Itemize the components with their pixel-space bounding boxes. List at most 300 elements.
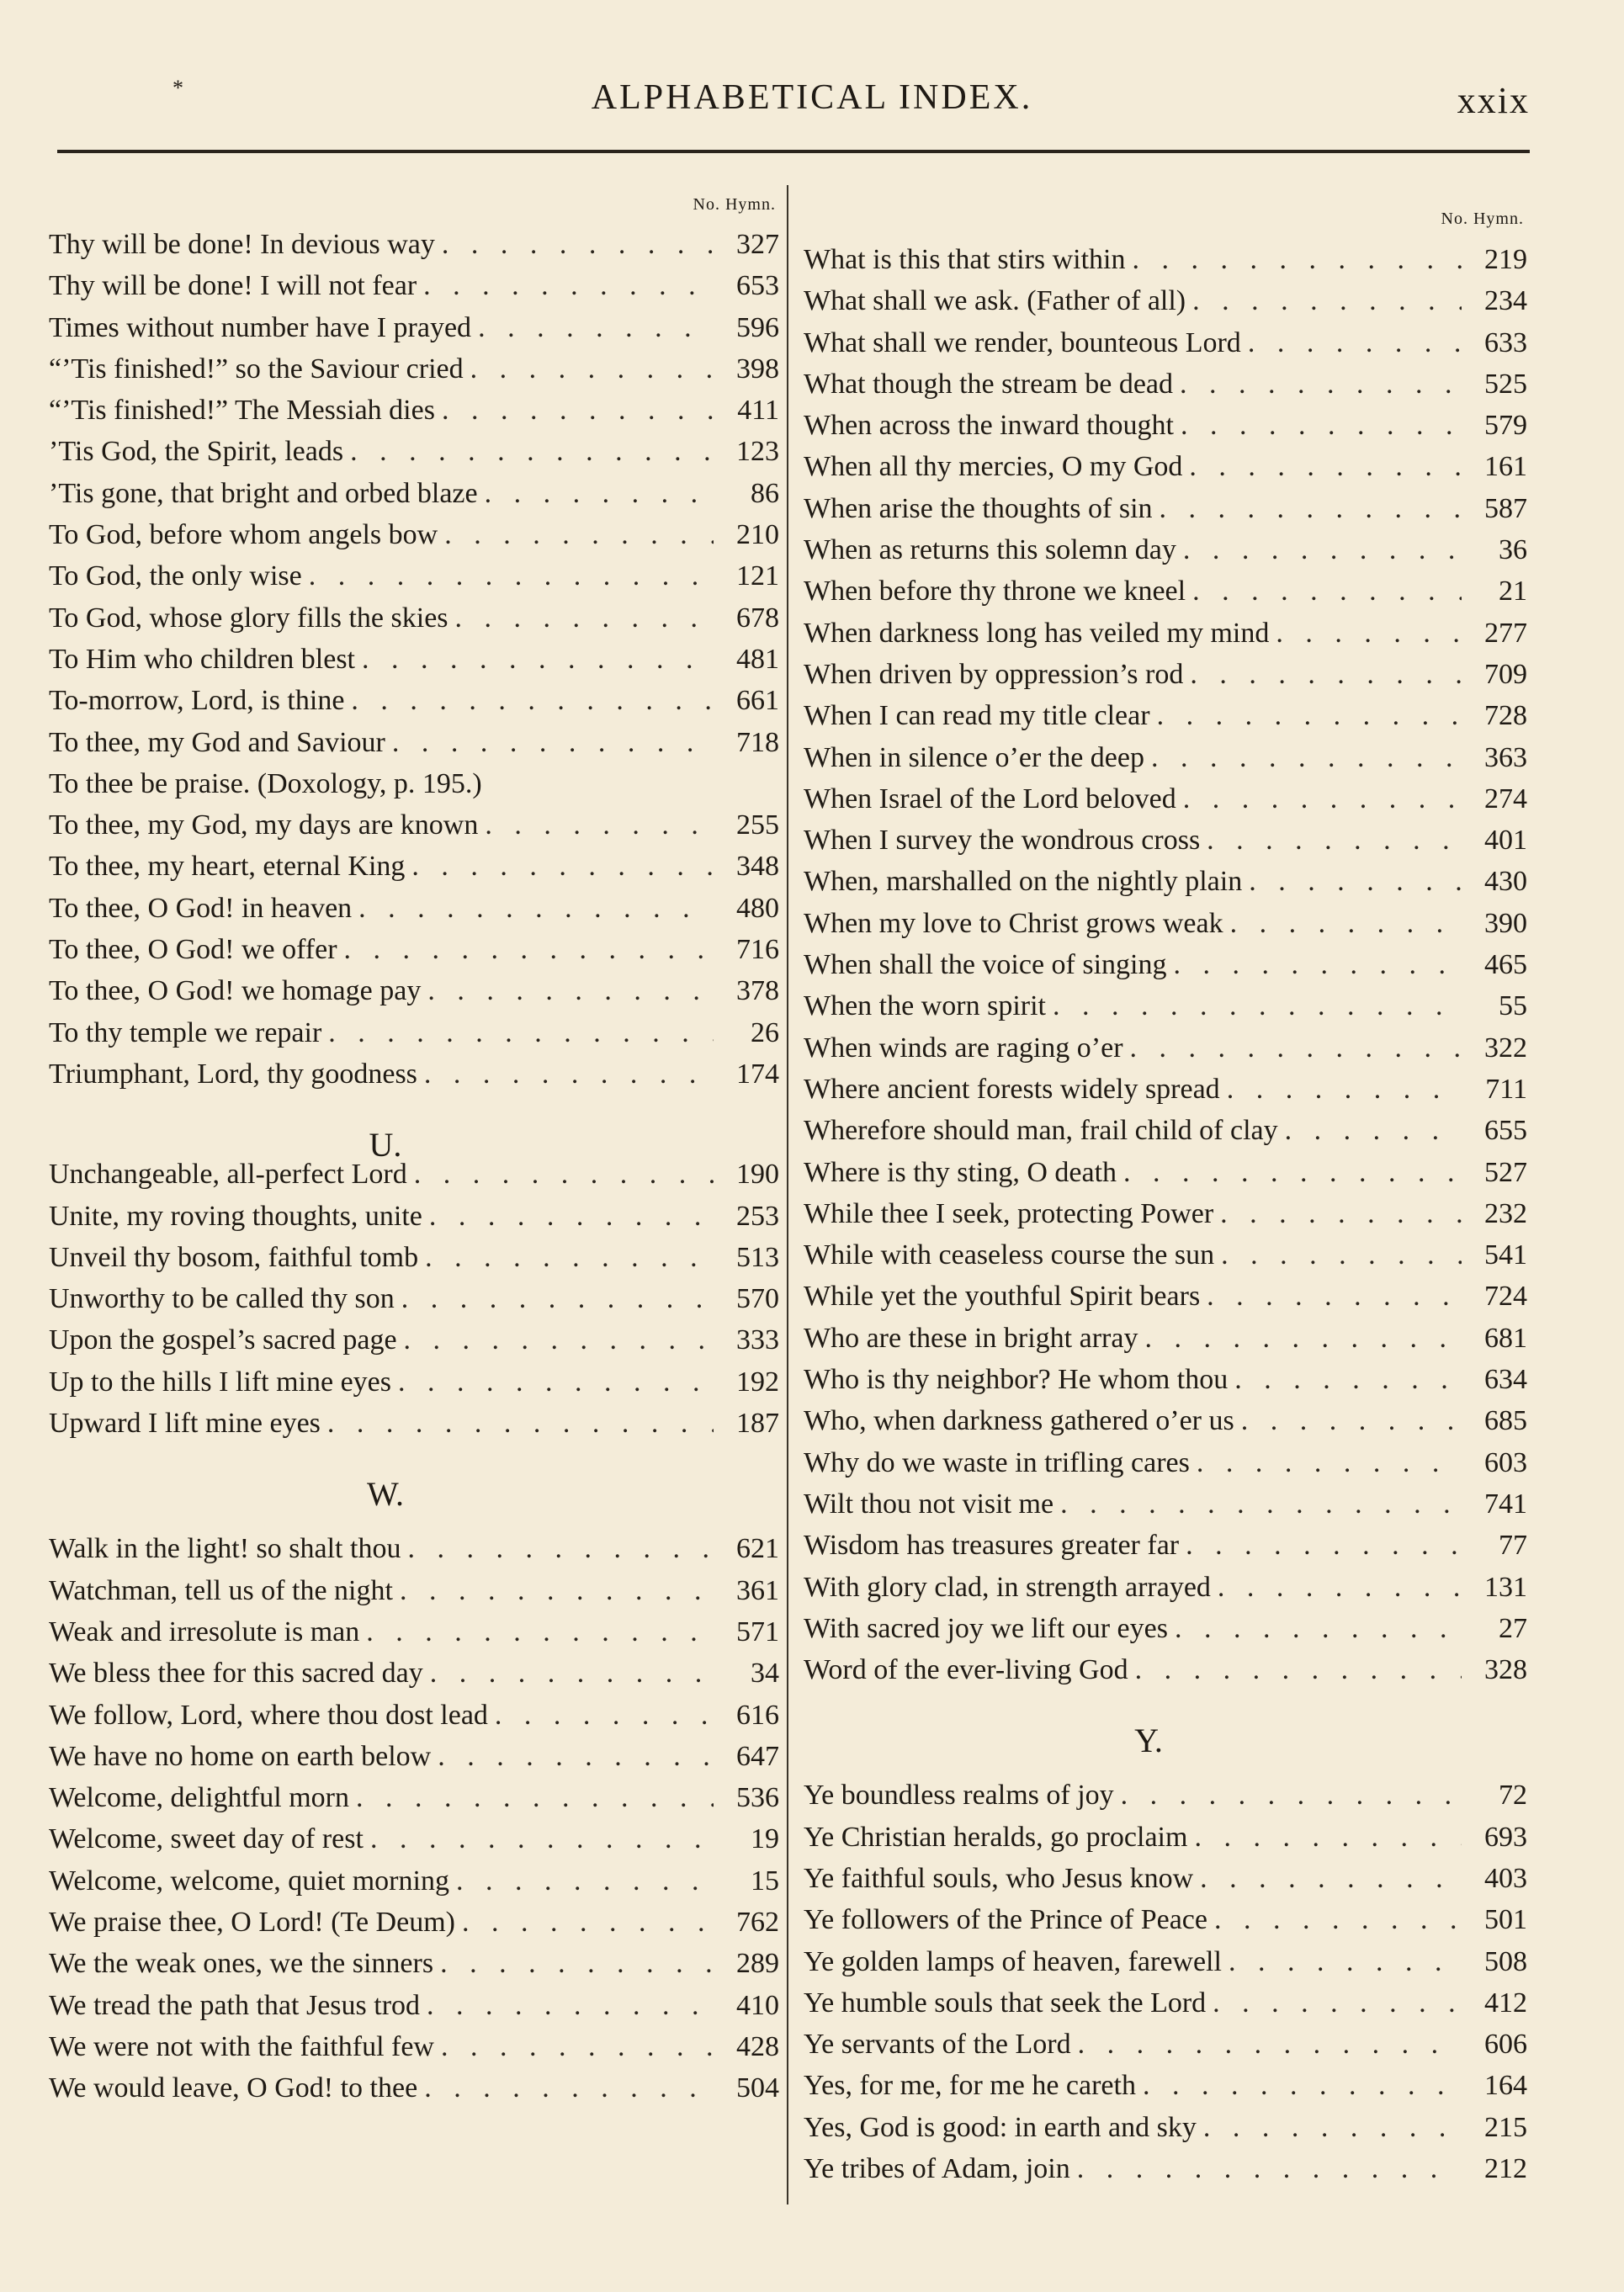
dot-leader — [1194, 1817, 1462, 1858]
dot-leader — [485, 473, 714, 514]
index-entry — [804, 1152, 1527, 1193]
hymn-number: 513 — [736, 1241, 779, 1273]
index-entry — [804, 985, 1527, 1027]
hymn-first-line: What shall we render, bounteous Lord — [804, 326, 1241, 358]
hymn-number: 36 — [1499, 534, 1527, 566]
dot-leader — [1183, 529, 1462, 570]
hymn-number: 361 — [736, 1574, 779, 1606]
dot-leader — [455, 597, 714, 639]
hymn-number: 579 — [1484, 410, 1527, 442]
dot-leader — [423, 265, 714, 306]
hymn-number: 634 — [1484, 1364, 1527, 1396]
hymn-number: 653 — [736, 270, 779, 302]
dot-leader — [1192, 280, 1462, 321]
section-heading-y: Y. — [1134, 1722, 1163, 1760]
index-entry — [804, 1359, 1527, 1400]
hymn-first-line: When I can read my title clear — [804, 700, 1150, 732]
dot-leader — [1174, 944, 1462, 985]
hymn-number: 255 — [736, 809, 779, 841]
hymn-first-line: We tread the path that Jesus trod — [49, 1989, 421, 2021]
hymn-first-line: When Israel of the Lord beloved — [804, 783, 1176, 814]
hymn-number: 378 — [736, 975, 779, 1007]
hymn-number: 289 — [736, 1948, 779, 1980]
hymn-number: 131 — [1484, 1571, 1527, 1603]
hymn-number: 401 — [1484, 825, 1527, 857]
index-entry — [49, 846, 779, 887]
index-entry — [804, 613, 1527, 654]
hymn-first-line: To God, before whom angels bow — [49, 519, 438, 551]
index-entry — [49, 514, 779, 555]
dot-leader — [442, 224, 714, 265]
right-column — [804, 185, 1527, 2189]
hymn-number: 15 — [751, 1865, 779, 1897]
index-entry — [49, 1653, 779, 1694]
index-entry — [804, 1775, 1527, 1816]
index-entry — [804, 1858, 1527, 1899]
dot-leader — [1186, 1525, 1462, 1566]
dot-leader — [1276, 613, 1462, 654]
hymn-number: 621 — [736, 1533, 779, 1565]
dot-leader — [392, 722, 714, 763]
dot-leader — [1060, 1483, 1462, 1525]
dot-leader — [1144, 1318, 1462, 1359]
dot-leader — [1207, 1276, 1462, 1317]
hymn-number: 724 — [1484, 1281, 1527, 1313]
hymn-number: 187 — [736, 1408, 779, 1440]
hymn-first-line: Wisdom has treasures greater far — [804, 1530, 1180, 1562]
hymn-first-line: Who is thy neighbor? He whom thou — [804, 1364, 1229, 1396]
index-entry — [49, 1943, 779, 1984]
hymn-number: 190 — [736, 1159, 779, 1191]
hymn-first-line: Upon the gospel’s sacred page — [49, 1324, 397, 1356]
index-entry — [49, 763, 779, 804]
section-u — [49, 1154, 779, 1444]
hymn-first-line: When as returns this solemn day — [804, 534, 1176, 566]
index-entry — [804, 695, 1527, 736]
dot-leader — [398, 1361, 714, 1403]
index-entry — [49, 1611, 779, 1653]
hymn-number: 123 — [736, 436, 779, 468]
dot-leader — [495, 1695, 714, 1736]
hymn-first-line: What shall we ask. (Father of all) — [804, 285, 1186, 317]
dot-leader — [1078, 2024, 1462, 2065]
dot-leader — [1249, 861, 1462, 902]
index-entry — [49, 888, 779, 929]
hymn-number: 571 — [736, 1616, 779, 1647]
index-entry — [804, 280, 1527, 321]
index-entry — [49, 473, 779, 514]
hymn-first-line: Watchman, tell us of the night — [49, 1574, 393, 1606]
index-entry — [804, 1110, 1527, 1151]
index-entry — [49, 307, 779, 348]
hymn-number: 504 — [736, 2072, 779, 2104]
hymn-first-line: Unworthy to be called thy son — [49, 1283, 395, 1315]
hymn-first-line: We the weak ones, we the sinners — [49, 1948, 434, 1980]
hymn-number: 398 — [736, 353, 779, 385]
dot-leader — [407, 1528, 714, 1569]
hymn-number: 681 — [1484, 1322, 1527, 1354]
dot-leader — [440, 1943, 714, 1984]
hymn-number: 655 — [1484, 1115, 1527, 1147]
hymn-first-line: When driven by oppression’s rod — [804, 658, 1184, 690]
index-entry — [804, 363, 1527, 405]
hymn-first-line: Who, when darkness gathered o’er us — [804, 1405, 1234, 1437]
hymn-first-line: To Him who children blest — [49, 643, 356, 675]
hymn-first-line: While with ceaseless course the sun — [804, 1239, 1215, 1271]
hymn-first-line: To thee, my heart, eternal King — [49, 851, 406, 883]
dot-leader — [1241, 1400, 1462, 1441]
dot-leader — [427, 1985, 714, 2026]
index-entry — [49, 1902, 779, 1943]
hymn-number: 21 — [1499, 576, 1527, 607]
index-entry — [49, 1818, 779, 1860]
hymn-number: 86 — [751, 477, 779, 509]
index-entry — [804, 2107, 1527, 2148]
hymn-first-line: Up to the hills I lift mine eyes — [49, 1366, 391, 1398]
dot-leader — [1213, 1982, 1462, 2024]
index-entry — [49, 1319, 779, 1361]
hymn-number: 212 — [1484, 2153, 1527, 2185]
index-entry — [804, 737, 1527, 778]
hymn-first-line: Welcome, sweet day of rest — [49, 1823, 364, 1855]
hymn-first-line: “’Tis finished!” The Messiah dies — [49, 395, 435, 427]
dot-leader — [1200, 1858, 1462, 1899]
dot-leader — [1221, 1234, 1462, 1276]
hymn-first-line: What though the stream be dead — [804, 368, 1174, 400]
index-entry — [49, 1196, 779, 1237]
dot-leader — [1189, 446, 1462, 487]
hymn-number: 508 — [1484, 1945, 1527, 1977]
hymn-first-line: Welcome, welcome, quiet morning — [49, 1865, 449, 1897]
hymn-number: 685 — [1484, 1405, 1527, 1437]
hymn-number: 481 — [736, 643, 779, 675]
page-title: ALPHABETICAL INDEX. — [591, 78, 1033, 117]
dot-leader — [1077, 2148, 1462, 2189]
hymn-number: 430 — [1484, 866, 1527, 898]
dot-leader — [424, 1053, 714, 1095]
dot-leader — [1151, 737, 1462, 778]
dot-leader — [1132, 239, 1462, 280]
hymn-number: 647 — [736, 1740, 779, 1772]
hymn-number: 403 — [1484, 1862, 1527, 1894]
dot-leader — [1143, 2065, 1462, 2106]
index-entry — [49, 2026, 779, 2067]
dot-leader — [366, 1611, 714, 1653]
hymn-number: 606 — [1484, 2029, 1527, 2061]
hymn-number: 55 — [1499, 990, 1527, 1022]
dot-leader — [1248, 322, 1462, 363]
dot-leader — [1234, 1359, 1462, 1400]
dot-leader — [356, 1777, 714, 1818]
hymn-number: 661 — [736, 685, 779, 717]
index-entry — [49, 1278, 779, 1319]
page-header — [0, 67, 1624, 135]
hymn-first-line: When darkness long has veiled my mind — [804, 617, 1270, 649]
hymn-first-line: Who are these in bright array — [804, 1322, 1138, 1354]
hymn-number: 716 — [736, 934, 779, 966]
dot-leader — [1229, 1941, 1462, 1982]
hymn-first-line: To-morrow, Lord, is thine — [49, 685, 345, 717]
hymn-first-line: To thy temple we repair — [49, 1016, 322, 1048]
dot-leader — [425, 1237, 714, 1278]
hymn-number: 525 — [1484, 368, 1527, 400]
dot-leader — [429, 1196, 714, 1237]
hymn-first-line: We were not with the faithful few — [49, 2030, 434, 2062]
index-entry — [49, 1237, 779, 1278]
dot-leader — [1230, 903, 1462, 944]
index-entry — [49, 639, 779, 680]
index-entry — [49, 804, 779, 846]
hymn-first-line: Word of the ever-living God — [804, 1654, 1128, 1686]
dot-leader — [358, 888, 714, 929]
dot-leader — [411, 846, 714, 887]
hymn-first-line: ’Tis gone, that bright and orbed blaze — [49, 477, 478, 509]
hymn-number: 596 — [736, 311, 779, 343]
index-entry — [804, 903, 1527, 944]
dot-leader — [328, 1012, 714, 1053]
index-entry — [49, 1570, 779, 1611]
hymn-number: 633 — [1484, 326, 1527, 358]
index-entry — [804, 1027, 1527, 1069]
hymn-number: 234 — [1484, 285, 1527, 317]
index-entry — [49, 2067, 779, 2109]
index-entry — [49, 1012, 779, 1053]
hymn-number: 718 — [736, 726, 779, 758]
hymn-first-line: Yes, for me, for me he careth — [804, 2070, 1136, 2102]
hymn-number: 34 — [751, 1658, 779, 1690]
hymn-first-line: With sacred joy we lift our eyes — [804, 1612, 1168, 1644]
hymn-number: 410 — [736, 1989, 779, 2021]
dot-leader — [1190, 654, 1462, 695]
hymn-number: 77 — [1499, 1530, 1527, 1562]
index-entry — [804, 2148, 1527, 2189]
hymn-number: 219 — [1484, 244, 1527, 275]
hymn-number: 328 — [1484, 1654, 1527, 1686]
hymn-number: 215 — [1484, 2111, 1527, 2143]
hymn-number: 428 — [736, 2030, 779, 2062]
dot-leader — [424, 2067, 714, 2109]
dot-leader — [309, 555, 714, 597]
index-entry — [804, 1817, 1527, 1858]
hymn-number: 333 — [736, 1324, 779, 1356]
dot-leader — [1218, 1567, 1462, 1608]
hymn-number: 501 — [1484, 1904, 1527, 1936]
index-entry — [804, 488, 1527, 529]
hymn-number: 174 — [736, 1058, 779, 1090]
hymn-first-line: Unveil thy bosom, faithful tomb — [49, 1241, 419, 1273]
hymn-first-line: Why do we waste in trifling cares — [804, 1446, 1190, 1478]
section-heading-u: U. — [369, 1126, 402, 1165]
hymn-number: 348 — [736, 851, 779, 883]
hymn-first-line: Thy will be done! In devious way — [49, 229, 435, 260]
dot-leader — [362, 639, 714, 680]
index-entry — [804, 820, 1527, 861]
hymn-number: 363 — [1484, 741, 1527, 773]
index-entry — [804, 1069, 1527, 1110]
header-rule — [57, 150, 1530, 153]
hymn-first-line: Times without number have I prayed — [49, 311, 472, 343]
index-entry — [804, 1567, 1527, 1608]
index-entry — [804, 239, 1527, 280]
hymn-number: 603 — [1484, 1446, 1527, 1478]
hymn-number: 210 — [736, 519, 779, 551]
hymn-first-line: Thy will be done! I will not fear — [49, 270, 417, 302]
dot-leader — [1220, 1193, 1462, 1234]
hymn-first-line: ’Tis God, the Spirit, leads — [49, 436, 344, 468]
hymn-number: 709 — [1484, 658, 1527, 690]
hymn-first-line: While yet the youthful Spirit bears — [804, 1281, 1201, 1313]
index-entry — [804, 1483, 1527, 1525]
index-entry — [804, 654, 1527, 695]
index-entry — [804, 1525, 1527, 1566]
hymn-number: 322 — [1484, 1032, 1527, 1064]
hymn-first-line: To thee, my God and Saviour — [49, 726, 385, 758]
index-entry — [804, 1318, 1527, 1359]
hymn-number: 762 — [736, 1906, 779, 1938]
hymn-first-line: We would leave, O God! to thee — [49, 2072, 418, 2104]
column-divider — [787, 185, 788, 2204]
dot-leader — [1135, 1649, 1462, 1690]
index-entry — [49, 1053, 779, 1095]
hymn-first-line: To God, the only wise — [49, 560, 302, 592]
index-entry — [804, 1442, 1527, 1483]
hymn-first-line: Ye servants of the Lord — [804, 2029, 1071, 2061]
dot-leader — [1175, 1608, 1462, 1649]
hymn-number: 121 — [736, 560, 779, 592]
column-header: No. Hymn. — [1441, 210, 1524, 228]
hymn-first-line: Unchangeable, all-perfect Lord — [49, 1159, 407, 1191]
index-entry — [49, 224, 779, 265]
index-entry — [49, 555, 779, 597]
dot-leader — [456, 1860, 714, 1902]
index-entry — [49, 390, 779, 431]
hymn-first-line: What is this that stirs within — [804, 244, 1126, 275]
dot-leader — [327, 1403, 714, 1444]
dot-leader — [401, 1278, 714, 1319]
hymn-first-line: Unite, my roving thoughts, unite — [49, 1200, 422, 1232]
hymn-first-line: We follow, Lord, where thou dost lead — [49, 1699, 488, 1731]
hymn-first-line: Ye humble souls that seek the Lord — [804, 1987, 1207, 2019]
hymn-first-line: When my love to Christ grows weak — [804, 907, 1223, 939]
section-t — [49, 224, 779, 1095]
hymn-first-line: Walk in the light! so shalt thou — [49, 1533, 401, 1565]
hymn-first-line: To thee, O God! we offer — [49, 934, 337, 966]
hymn-number: 570 — [736, 1283, 779, 1315]
hymn-number: 480 — [736, 892, 779, 924]
index-entry — [49, 1777, 779, 1818]
dot-leader — [462, 1902, 714, 1943]
hymn-number: 161 — [1484, 451, 1527, 483]
dot-leader — [1207, 820, 1462, 861]
hymn-number: 274 — [1484, 783, 1527, 814]
index-entry — [804, 570, 1527, 612]
index-entry — [804, 1608, 1527, 1649]
hymn-first-line: Ye faithful souls, who Jesus know — [804, 1862, 1194, 1894]
hymn-first-line: When in silence o’er the deep — [804, 741, 1144, 773]
hymn-first-line: Upward I lift mine eyes — [49, 1408, 321, 1440]
hymn-number: 412 — [1484, 1987, 1527, 2019]
dot-leader — [351, 680, 714, 721]
dot-leader — [1123, 1152, 1462, 1193]
hymn-number: 327 — [736, 229, 779, 260]
index-entry — [804, 1941, 1527, 1982]
printer-mark: * — [172, 76, 183, 100]
dot-leader — [1053, 985, 1462, 1027]
hymn-first-line: Triumphant, Lord, thy goodness — [49, 1058, 417, 1090]
hymn-first-line: Ye boundless realms of joy — [804, 1780, 1114, 1812]
dot-leader — [1160, 488, 1462, 529]
index-entry — [49, 1154, 779, 1195]
section-heading-w: W. — [366, 1475, 405, 1514]
index-entry — [49, 348, 779, 390]
index-entry — [804, 529, 1527, 570]
hymn-first-line: While thee I seek, protecting Power — [804, 1197, 1214, 1229]
hymn-number: 26 — [751, 1016, 779, 1048]
index-entry — [804, 944, 1527, 985]
hymn-first-line: When, marshalled on the nightly plain — [804, 866, 1243, 898]
hymn-first-line: When shall the voice of singing — [804, 949, 1167, 981]
index-entry — [49, 1528, 779, 1569]
index-entry — [804, 405, 1527, 446]
dot-leader — [1180, 363, 1462, 405]
index-entry — [49, 265, 779, 306]
dot-leader — [438, 1736, 714, 1777]
dot-leader — [442, 390, 714, 431]
hymn-first-line: Where ancient forests widely spread — [804, 1073, 1220, 1105]
dot-leader — [441, 2026, 714, 2067]
dot-leader — [1227, 1069, 1462, 1110]
index-entry — [804, 446, 1527, 487]
hymn-number: 232 — [1484, 1197, 1527, 1229]
index-entry — [804, 1400, 1527, 1441]
index-entry — [49, 970, 779, 1011]
hymn-first-line: To thee, O God! we homage pay — [49, 975, 422, 1007]
hymn-first-line: When arise the thoughts of sin — [804, 492, 1153, 524]
dot-leader — [1192, 570, 1462, 612]
hymn-first-line: Ye golden lamps of heaven, farewell — [804, 1945, 1222, 1977]
hymn-first-line: We have no home on earth below — [49, 1740, 432, 1772]
dot-leader — [400, 1570, 714, 1611]
hymn-number: 536 — [736, 1782, 779, 1814]
hymn-first-line: When I survey the wondrous cross — [804, 825, 1201, 857]
dot-leader — [1181, 405, 1462, 446]
hymn-number: 693 — [1484, 1821, 1527, 1853]
hymn-first-line: Welcome, delightful morn — [49, 1782, 349, 1814]
hymn-first-line: To thee be praise. (Doxology, p. 195.) — [49, 767, 482, 799]
hymn-first-line: When winds are raging o’er — [804, 1032, 1123, 1064]
index-entry — [804, 2024, 1527, 2065]
hymn-number: 27 — [1499, 1612, 1527, 1644]
hymn-number: 390 — [1484, 907, 1527, 939]
index-entry — [49, 722, 779, 763]
index-entry — [49, 680, 779, 721]
dot-leader — [404, 1319, 714, 1361]
hymn-number: 678 — [736, 602, 779, 634]
index-entry — [804, 1193, 1527, 1234]
hymn-number: 19 — [751, 1823, 779, 1855]
hymn-first-line: We bless thee for this sacred day — [49, 1658, 423, 1690]
hymn-number: 541 — [1484, 1239, 1527, 1271]
hymn-first-line: We praise thee, O Lord! (Te Deum) — [49, 1906, 455, 1938]
left-column — [49, 185, 779, 2109]
hymn-first-line: Ye Christian heralds, go proclaim — [804, 1821, 1188, 1853]
dot-leader — [1183, 778, 1462, 820]
hymn-number: 277 — [1484, 617, 1527, 649]
hymn-first-line: When before thy throne we kneel — [804, 576, 1186, 607]
hymn-first-line: To thee, my God, my days are known — [49, 809, 479, 841]
hymn-number: 527 — [1484, 1156, 1527, 1188]
hymn-first-line: “’Tis finished!” so the Saviour cried — [49, 353, 464, 385]
